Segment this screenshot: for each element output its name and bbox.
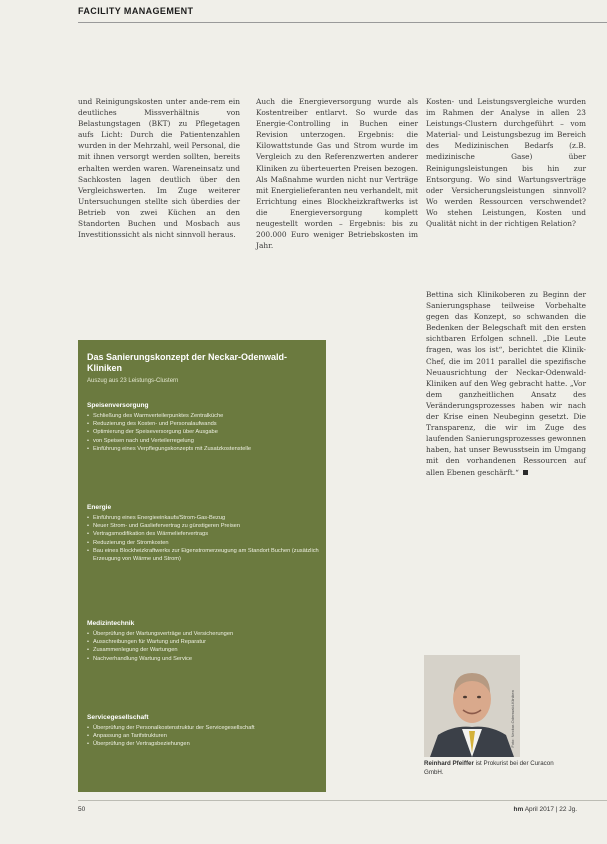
list-item: • Einführung eines Verpflegungskonzepts mit Zusatzkostenstelle	[87, 445, 319, 453]
list-item: • Überprüfung der Wartungsverträge und Versicherungen	[87, 630, 319, 638]
footer-rule	[78, 800, 607, 801]
info-section-heading: Servicegesellschaft	[87, 714, 149, 721]
list-item: • Optimierung der Speiseversorgung über Ausgabe	[87, 428, 319, 436]
caption-text: ist Prokurist bei der Curacon GmbH.	[424, 760, 554, 776]
list-item: • Einführung eines Energieeinkaufs/Strom-Gas-Bezug	[87, 514, 319, 522]
list-item: • Zusammenlegung der Wartungen	[87, 646, 319, 654]
info-box-title: Das Sanierungskonzept der Neckar-Odenwald-Kliniken	[87, 352, 288, 373]
caption-name: Reinhard Pfeiffer	[424, 760, 474, 767]
article-column-1	[78, 96, 240, 246]
info-section	[87, 620, 319, 663]
list-item: • Nachverhandlung Wartung und Service	[87, 655, 319, 663]
info-section-heading: Medizintechnik	[87, 620, 135, 627]
list-item: • Reduzierung der Stromkosten	[87, 539, 319, 547]
footer-issue	[514, 806, 577, 813]
page-number: 50	[78, 806, 86, 813]
list-item: • Reduzierung des Kosten- und Personalaufwands	[87, 420, 319, 428]
info-section	[87, 714, 319, 749]
header-rule	[78, 22, 607, 23]
paragraph: und Reinigungskosten unter ande-rem ein deutliches Missverhältnis von Belastungstagen (BKT) zu Pflegetagen aufs Licht: Durch die Patientenzahlen wurden in der Mehrzahl, weil Personal, die mit ihnen versorgt werden sollten, bereits erhalten werden waren. Wareneinsatz und Sachkosten lagen deutlich über den Vergleichswerten. Im Zuge weiterer Untersuchungen stellte sich überdies der Betrieb von zwei Küchen an den Standorten Buchen und Mosbach aus Investitionssicht als nicht sinnvoll heraus.	[78, 97, 240, 240]
list-item: • Überprüfung der Personalkostenstruktur der Servicegesellschaft	[87, 724, 319, 732]
info-section-heading: Energie	[87, 504, 112, 511]
list-item: • Überprüfung der Vertragsbeziehungen	[87, 740, 319, 748]
info-box-subtitle: Auszug aus 23 Leistungs-Clustern	[87, 378, 179, 384]
magazine-name: hm	[513, 806, 524, 813]
section-label: FACILITY MANAGEMENT	[78, 6, 194, 16]
photo-credit: Foto: Neckar-Odenwald-Kliniken	[510, 690, 515, 748]
article-column-3	[426, 96, 586, 235]
paragraph: Kosten- und Leistungsvergleiche wurden im Rahmen der Analyse in allen 23 Leistungs-Clustern durchgeführt – vom Material- und Leistungsbezug im Bereich des Medizinischen Bedarfs (z.B. medizinische Gase) über Reinigungsleistungen bis hin zur Entsorgung. Wo sind Wartungsverträge oder Versicherungsleistungen sinnvoll? Wo werden Ressourcen verschwendet? Wo stehen Leistungen, Kosten und Qualität nicht in der richtigen Relation?	[426, 97, 586, 229]
info-box	[78, 340, 326, 792]
end-of-article-marker	[523, 470, 528, 475]
list-item: • Ausschreibungen für Wartung und Reparatur	[87, 638, 319, 646]
portrait-photo	[424, 655, 520, 757]
list-item: • Bau eines Blockheizkraftwerks zur Eigenstromerzeugung am Standort Buchen (zusätzlich Erzeugung von Wärme und Strom)	[87, 547, 319, 563]
article-column-3-continued	[426, 289, 586, 484]
list-item: • Anpassung an Tarifstrukturen	[87, 732, 319, 740]
issue-info: April 2017 | 22 Jg.	[524, 806, 577, 813]
info-section-heading: Speisenversorgung	[87, 402, 149, 409]
portrait-image	[424, 655, 520, 757]
list-item: • Neuer Strom- und Gasliefervertrag zu günstigeren Preisen	[87, 522, 319, 530]
article-column-2	[256, 96, 418, 257]
info-section	[87, 504, 319, 563]
list-item: • Vertragsmodifikation des Wärmeliefervertrags	[87, 530, 319, 538]
info-section	[87, 402, 319, 453]
paragraph: Bettina sich Klinikoberen zu Beginn der Sanierungsphase teilweise Vorbehalte gegen das Konzept, so schwanden die Bedenken der Belegschaft mit den ersten sichtbaren Erfolgen schnell. „Die Leute fragen, was los ist“, berichtet die Klinik-Chef, die im 2011 parallel die spezifische Neuausrichtung der Neckar-Odenwald-Kliniken auf den Weg gebracht hatte. „Vor dem ganzheitlichen Ansatz des Veränderungsprozesses haben wir nach der Krise einen Neubeginn gesetzt. Die Transparenz, die wir im Zuge des laufenden Sanierungsprozesses gewonnen haben, hat unser Bewusstsein im Umgang mit den vorhandenen Ressourcen auf allen Ebenen geschärft.“	[426, 290, 586, 477]
paragraph: Auch die Energieversorgung wurde als Kostentreiber entlarvt. So wurde das Energie-Controlling in Buchen einer Revision unterzogen. Ergebnis: die Kilowattstunde Gas und Strom wurde im Vergleich zu den Referenzwerten anderer Kliniken zu überteuerten Preisen bezogen. Als Maßnahme wurden nicht nur Verträge mit Energielieferanten neu verhandelt, mit Errichtung eines Blockheizkraftwerks ist die Energieversorgung komplett neugestellt worden – Ergebnis: bis zu 200.000 Euro weniger Betriebskosten im Jahr.	[256, 97, 418, 251]
photo-caption	[424, 760, 574, 777]
list-item: • Schließung des Warmverteilerpunktes Zentralküche	[87, 412, 319, 420]
list-item: • von Speisen nach und Verteilerregelung	[87, 437, 319, 445]
